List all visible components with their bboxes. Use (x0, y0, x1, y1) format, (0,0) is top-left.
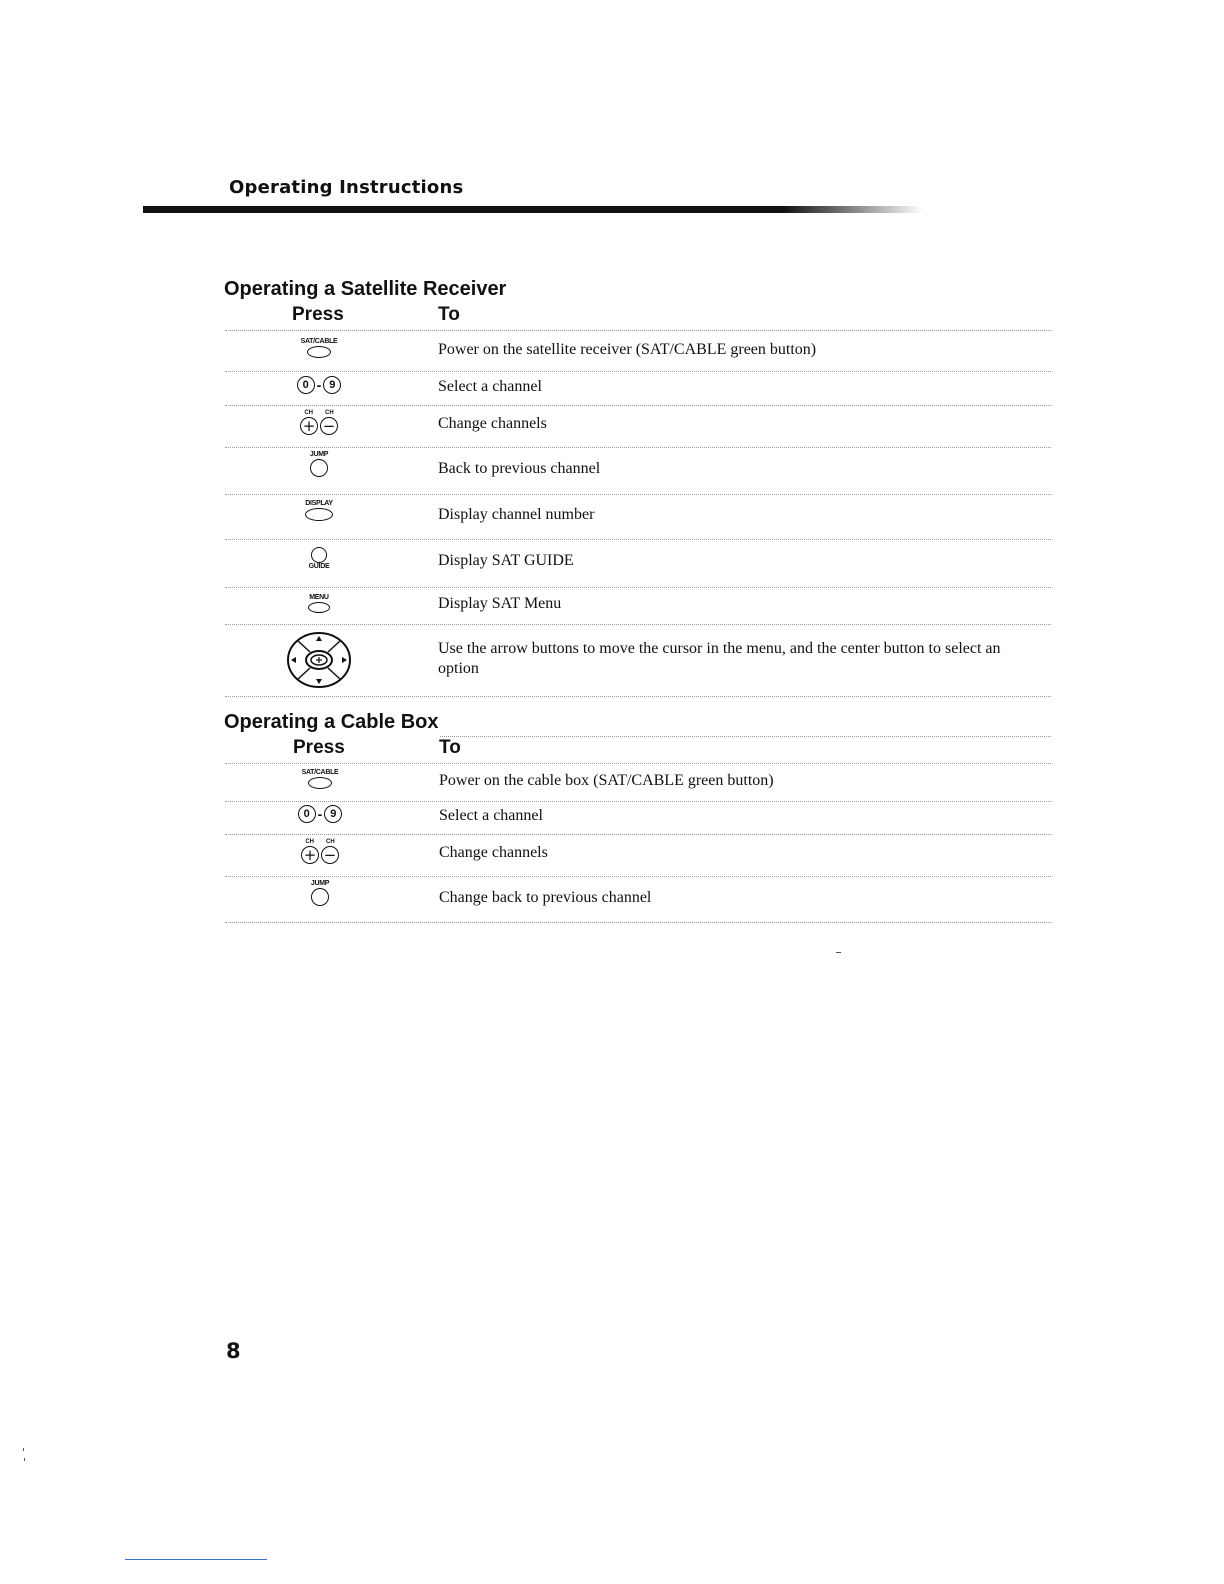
jump-button-icon: JUMP (284, 451, 354, 477)
table-rule (225, 763, 1051, 764)
row-description: Display SAT Menu (438, 595, 562, 612)
plus-icon: + (301, 846, 319, 864)
channel-plus-minus-icon: CH CH + − (284, 410, 354, 435)
guide-button-icon: GUIDE (284, 547, 354, 571)
table-rule (225, 876, 1051, 877)
number-buttons-icon: 0 - 9 (284, 376, 354, 394)
row-description: Power on the satellite receiver (SAT/CABLE green button) (438, 341, 817, 358)
table-rule (225, 371, 1051, 372)
table-rule (225, 539, 1051, 540)
table-rule (440, 736, 1051, 737)
row-description: Change channels (439, 844, 548, 861)
row-description: Display channel number (438, 506, 595, 523)
running-header: Operating Instructions (229, 177, 464, 198)
column-head-press: Press (293, 737, 345, 758)
display-button-icon: DISPLAY (284, 500, 354, 521)
arrow-pad-icon (284, 630, 354, 690)
column-head-to: To (439, 737, 461, 758)
table-rule (225, 922, 1051, 923)
column-head-press: Press (292, 304, 344, 325)
number-buttons-icon: 0 - 9 (285, 805, 355, 823)
row-description: Select a channel (438, 378, 542, 395)
column-head-to: To (438, 304, 460, 325)
table-rule (225, 624, 1051, 625)
scan-speck (836, 952, 841, 953)
row-description: Display SAT GUIDE (438, 552, 574, 569)
arrow-pad-graphic (286, 631, 352, 689)
row-description: Back to previous channel (438, 460, 601, 477)
minus-icon: − (321, 846, 339, 864)
table-rule (225, 587, 1051, 588)
plus-icon: + (300, 417, 318, 435)
scan-speck (23, 1448, 24, 1451)
section-title-cable: Operating a Cable Box (224, 711, 439, 733)
row-description: Change channels (438, 415, 547, 432)
row-description: Select a channel (439, 807, 543, 824)
page-number: 8 (226, 1339, 241, 1363)
table-rule (225, 405, 1051, 406)
row-description: Use the arrow buttons to move the cursor in the menu, and the center button to select an option (438, 640, 1001, 677)
table-rule (225, 834, 1051, 835)
table-rule (225, 801, 1051, 802)
row-description: Power on the cable box (SAT/CABLE green button) (439, 772, 774, 789)
section-title-satellite: Operating a Satellite Receiver (224, 278, 507, 300)
minus-icon: − (320, 417, 338, 435)
table-rule (225, 330, 1051, 331)
table-rule (225, 447, 1051, 448)
table-rule (225, 494, 1051, 495)
table-rule (225, 696, 1051, 697)
sat-cable-button-icon: SAT/CABLE (284, 338, 354, 358)
sat-cable-button-icon: SAT/CABLE (285, 769, 355, 789)
header-rule (143, 206, 923, 213)
channel-plus-minus-icon: CH CH + − (285, 839, 355, 864)
menu-button-icon: MENU (284, 594, 354, 613)
row-description: Change back to previous channel (439, 889, 652, 906)
jump-button-icon: JUMP (285, 880, 355, 906)
scan-speck (24, 1458, 25, 1461)
footer-line (125, 1559, 267, 1560)
